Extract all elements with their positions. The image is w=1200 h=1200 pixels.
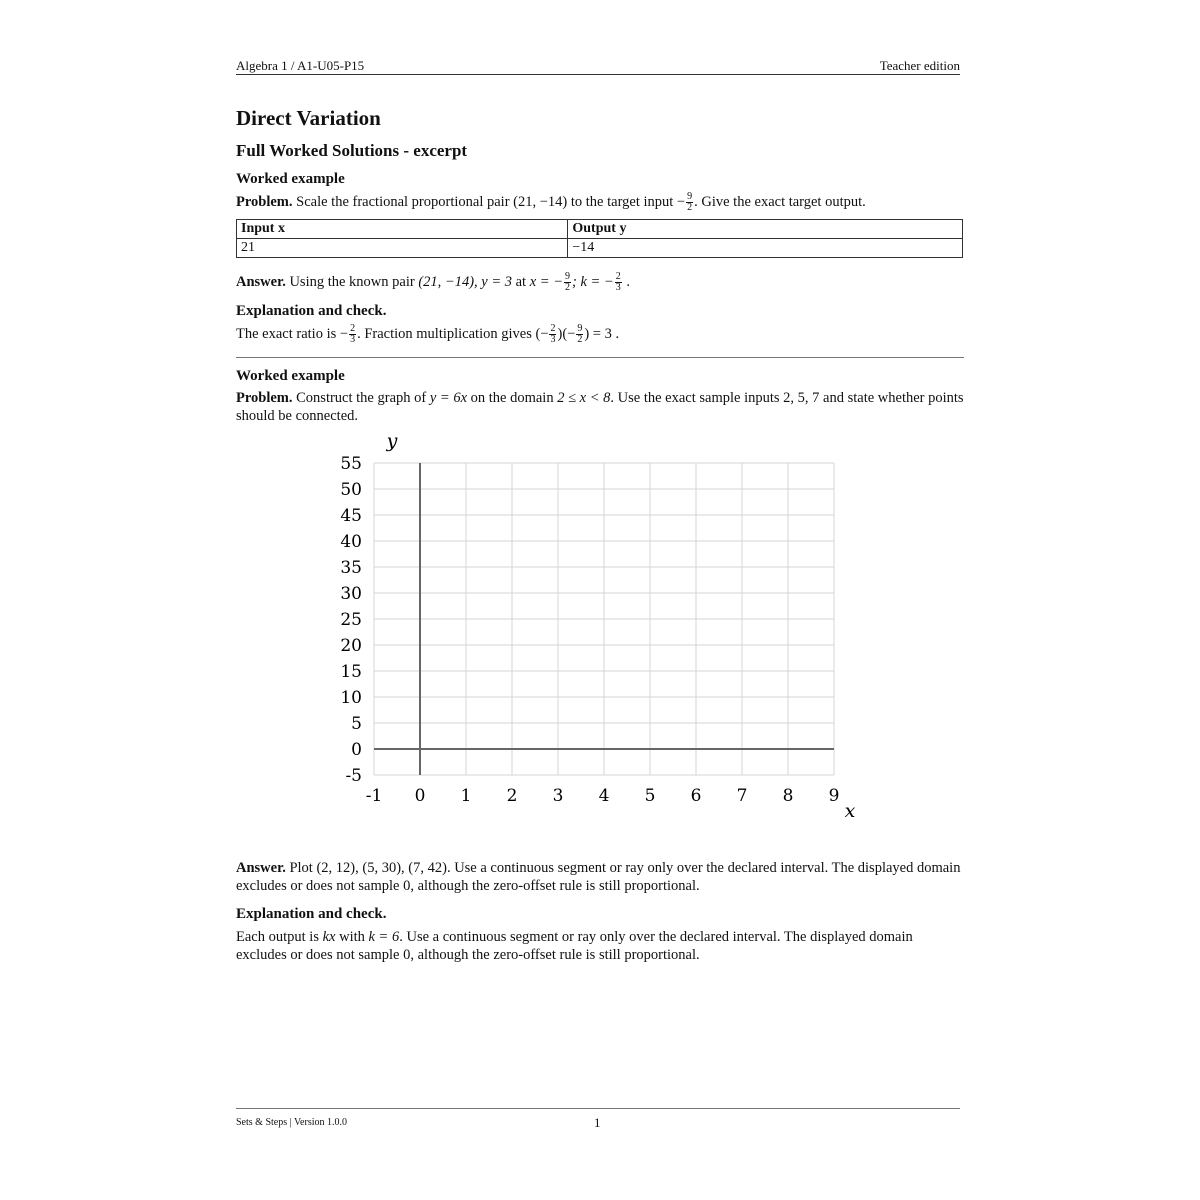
y-tick-labels (340, 454, 362, 786)
frac-numerator: 9 (564, 271, 570, 282)
x-tick-label: 6 (690, 786, 702, 806)
problem-text: Scale the fractional proportional pair (296, 193, 510, 210)
y-tick-label: 35 (340, 558, 362, 578)
header-edition: Teacher edition (879, 58, 960, 73)
answer-label: Answer. (236, 273, 286, 290)
table-header-output: Output y (568, 220, 963, 239)
table-header-input: Input x (237, 220, 568, 239)
answer-text: Plot (289, 860, 313, 876)
frac-denominator: 2 (577, 334, 583, 345)
header-rule (236, 74, 960, 75)
y-tick-label: 40 (340, 532, 362, 552)
explain-text: , although the zero-offset rule is still proportional. (410, 947, 700, 963)
problem-label: Problem. (236, 193, 293, 210)
math-fraction (615, 272, 622, 293)
math-fraction (686, 192, 693, 213)
table-cell-input: 21 (237, 239, 568, 258)
y-tick-label: 30 (340, 584, 362, 604)
answer-text: at (515, 273, 527, 290)
math-fraction (564, 272, 571, 293)
math-domain: 2 ≤ x < 8 (557, 390, 611, 406)
explain-text: Each output is (236, 929, 319, 945)
explain-text: with (339, 929, 365, 945)
example1-answer: Answer. Using the known pair (21, −14), y = 3 at x = − $\frac{9}{2}$ ; k = − $\frac{2}{3}$ . (236, 271, 630, 293)
page-title: Direct Variation (236, 106, 381, 130)
header-course: Algebra 1 / A1-U05-P15 (236, 58, 365, 73)
y-tick-label: 50 (340, 480, 362, 500)
x-tick-label: 0 (414, 786, 426, 806)
y-tick-label: 5 (351, 714, 362, 734)
page-number: 1 (594, 1115, 601, 1130)
x-axis-label: x (844, 800, 856, 822)
example1-explain-heading: Explanation and check. (236, 303, 387, 319)
footer-rule (236, 1108, 960, 1109)
example2-explain-heading: Explanation and check. (236, 906, 387, 922)
y-tick-label: 15 (340, 662, 362, 682)
x-tick-label: 3 (552, 786, 564, 806)
frac-denominator: 2 (687, 202, 693, 213)
x-tick-label: -1 (365, 786, 383, 806)
math-kx: kx (322, 929, 336, 945)
answer-text: Using the known pair (289, 273, 415, 290)
math-fraction (576, 324, 583, 345)
math-zero: 0 (403, 947, 411, 963)
math-x: x = − (529, 273, 563, 290)
frac-denominator: 3 (550, 334, 556, 345)
table-header-row (237, 220, 963, 239)
y-tick-label: 55 (340, 454, 362, 474)
frac-denominator: 2 (564, 282, 570, 293)
y-axis-label: y (386, 433, 398, 452)
example2-answer (236, 859, 966, 895)
frac-numerator: 2 (615, 271, 621, 282)
main-content (236, 104, 966, 964)
example2-explanation (236, 928, 966, 964)
explain-text: . Fraction multiplication gives (357, 325, 532, 342)
chart-grid (374, 463, 834, 775)
values-table (236, 219, 963, 258)
problem-text: . Use the exact sample inputs (610, 390, 780, 406)
math-zero: 0 (403, 878, 411, 894)
x-tick-label: 9 (828, 786, 840, 806)
y-tick-label: 20 (340, 636, 362, 656)
problem-text: and state whether points should be connected. (236, 390, 964, 424)
page-subtitle: Full Worked Solutions - excerpt (236, 141, 468, 160)
frac-numerator: 2 (350, 323, 356, 334)
x-tick-label: 5 (644, 786, 656, 806)
y-tick-label: 10 (340, 688, 362, 708)
math-fraction (349, 324, 356, 345)
frac-numerator: 9 (577, 323, 583, 334)
example1-problem (236, 192, 966, 213)
table-cell-output: −14 (568, 239, 963, 258)
x-tick-label: 7 (736, 786, 748, 806)
y-tick-label: -5 (345, 766, 362, 786)
math-equation: y = 6x (429, 390, 467, 406)
math-fraction (549, 324, 556, 345)
math-sign: − (339, 325, 349, 342)
problem-text: to the target input (570, 193, 674, 210)
math-k: ; k = − (571, 273, 614, 290)
math-k: k = 6 (368, 929, 400, 945)
coordinate-grid-chart (326, 433, 976, 833)
x-tick-labels (366, 786, 840, 806)
example2-heading: Worked example (236, 368, 345, 384)
explain-text: The exact ratio is (236, 325, 337, 342)
frac-numerator: 9 (687, 191, 693, 202)
problem-label: Problem. (236, 390, 293, 406)
section-divider (236, 357, 964, 358)
x-tick-label: 1 (460, 786, 472, 806)
answer-text: , although the zero-offset rule is still proportional. (410, 878, 700, 894)
answer-label: Answer. (236, 860, 286, 876)
frac-denominator: 3 (615, 282, 621, 293)
explain-text: . Use a continuous segment or ray only over the declared interval. The displayed domain excludes or does not sample (236, 929, 913, 963)
math-points: (2, 12), (5, 30), (7, 42) (316, 860, 447, 876)
frac-numerator: 2 (550, 323, 556, 334)
math-result: = 3 (592, 325, 612, 342)
x-tick-label: 8 (782, 786, 794, 806)
math-samples: 2, 5, 7 (783, 390, 820, 406)
frac-denominator: 3 (350, 334, 356, 345)
example2-problem (236, 389, 966, 425)
x-tick-label: 2 (506, 786, 518, 806)
example1-heading: Worked example (236, 171, 345, 187)
y-tick-label: 0 (351, 740, 362, 760)
math-pair: (21, −14) (513, 193, 568, 210)
example1-explanation: The exact ratio is − $\frac{2}{3}$ . Fraction multiplication gives (− $\frac{2}{3}$ )(− $\frac{9}{2}$ ) = 3 . (236, 323, 620, 345)
footer-version: Sets & Steps | Version 1.0.0 (236, 1117, 347, 1128)
problem-text: on the domain (470, 390, 554, 406)
x-tick-label: 4 (598, 786, 610, 806)
table-row (237, 239, 963, 258)
math-pair: (21, −14), y = 3 (418, 273, 512, 290)
problem-text: Construct the graph of (296, 390, 427, 406)
math-sign: − (676, 193, 686, 210)
y-tick-label: 45 (340, 506, 362, 526)
problem-text: . Give the exact target output. (694, 193, 866, 210)
y-tick-label: 25 (340, 610, 362, 630)
answer-text: . Use a continuous segment or ray only over the declared interval. The displayed domain excludes or does not sample (236, 860, 961, 894)
